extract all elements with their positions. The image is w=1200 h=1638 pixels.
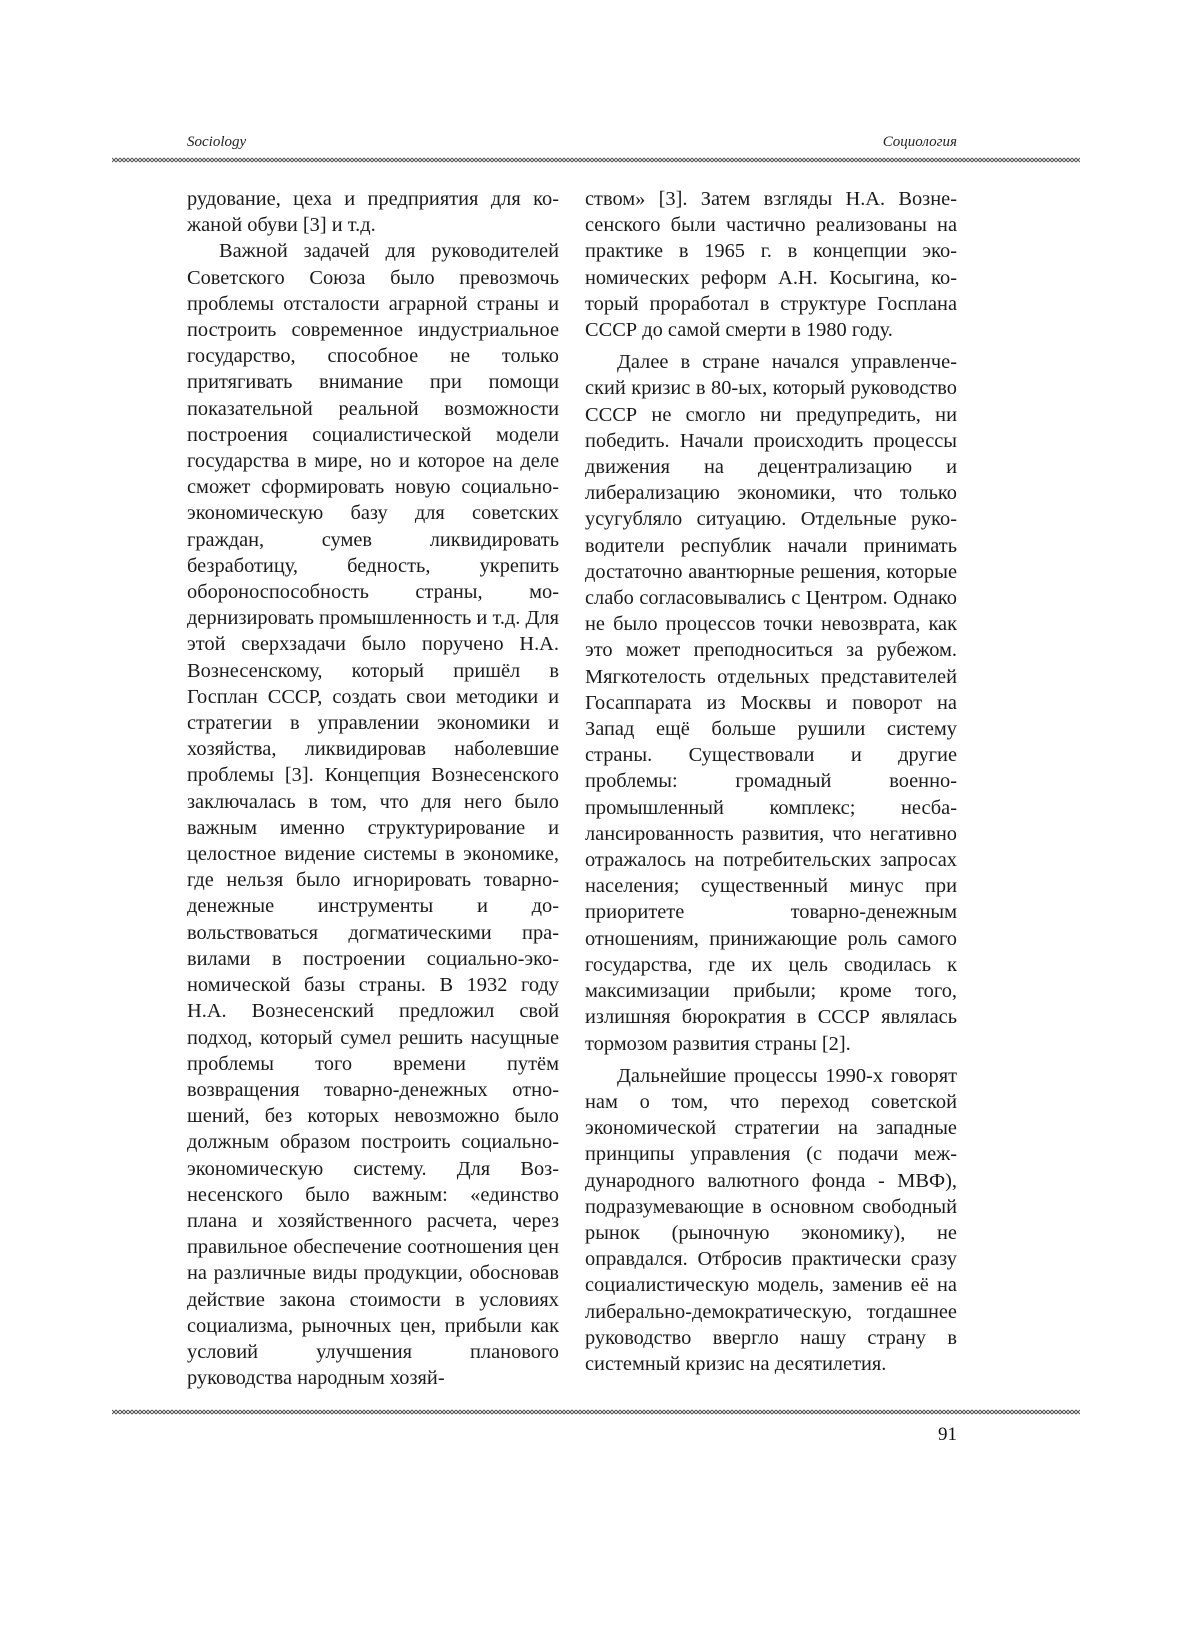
paragraph: Важной задачей для руководителей Советского Союза было превозмочь проблемы отсталости аграрной страны и построить современное индустриальное государство, способное не только притягивать внимание при помощи показательной реальной возможности построения социалистической модели государства в мире, но и которое на деле сможет сформировать новую социально-экономическую базу для советских граждан, сумев ликвидировать безработицу, бедность, укрепить обороноспособность страны, модернизировать промышленность и т.д. Для этой сверхзадачи было поручено Н.А. Вознесенскому, который пришёл в Госплан СССР, создать свои методики и стратегии в управлении экономики и хозяйства, ликвидировав наболевшие проблемы [3]. Концепция Вознесенского заключалась в том, что для него было важным именно структурирование и целостное видение системы в экономике, где нельзя было игнорировать товарно-денежные инструменты и довольствоваться догматическими правилами в построении социально-экономической базы страны. В 1932 году Н.А. Вознесенский предложил свой подход, который сумел решить насущные проблемы того времени путём возвращения товарно-денежных отношений, без которых невозможно было должным образом построить социально-экономическую систему. Для Вознесенского было важным: «единство плана и хозяйственного расчета, через правильное обеспечение соотношения цен на различные виды продукции, обосновав действие закона стоимости в условиях социализма, рыночных цен, прибыли как условий улучшения планового руководства народным хозяй- [187, 240, 559, 1390]
left-column [187, 186, 559, 1391]
paragraph: Дальнейшие процессы 1990-х говорят нам о том, что переход советской экономической стратегии на западные принципы управления (с подачи международного валютного фонда - МВФ), подразумевающие в основном свободный рынок (рыночную экономику), не оправдался. Отбросив практически сразу социалистическую модель, заменив её на либерально-демократическую, тогдашнее руководство ввергло нашу страну в системный кризис на десятилетия. [585, 1064, 957, 1375]
page-number: 91 [938, 1424, 957, 1445]
running-head-right: Социология [882, 134, 957, 150]
paragraph: рудование, цеха и предприятия для кожаной обуви [3] и т.д. [187, 188, 559, 237]
running-head-left: Sociology [187, 134, 247, 150]
running-head [187, 134, 957, 156]
top-ornament-rule [112, 156, 1080, 164]
paragraph: ством» [3]. Затем взгляды Н.А. Вознесенского были частично реализованы на практике в 1965 г. в концепции экономических реформ А.Н. Косыгина, который проработал в структуре Госплана СССР до самой смерти в 1980 году. [585, 188, 957, 342]
paragraph: Далее в стране начался управленческий кризис в 80-ых, который руководство СССР не смогло ни предупредить, ни победить. Начали происходить процессы движения на децентрализацию и либерализацию экономики, что только усугубляло ситуацию. Отдельные руководители республик начали принимать достаточно авантюрные решения, которые слабо согласовывались с Центром. Однако не было процессов точки невозврата, как это может преподноситься за рубежом. Мягкотелость отдельных представителей Госаппарата из Москвы и поворот на Запад ещё больше рушили систему страны. Существовали и другие проблемы: громадный военно-промышленный комплекс; несбалансированность развития, что негативно отражалось на потребительских запросах населения; существенный минус при приоритете товарно-денежным отношениям, принижающие роль самого государства, где их цель сводилась к максимизации прибыли; кроме того, излишняя бюрократия в СССР являлась тормозом развития страны [2]. [585, 351, 957, 1055]
bottom-ornament-rule [112, 1408, 1080, 1416]
right-column [585, 186, 957, 1377]
